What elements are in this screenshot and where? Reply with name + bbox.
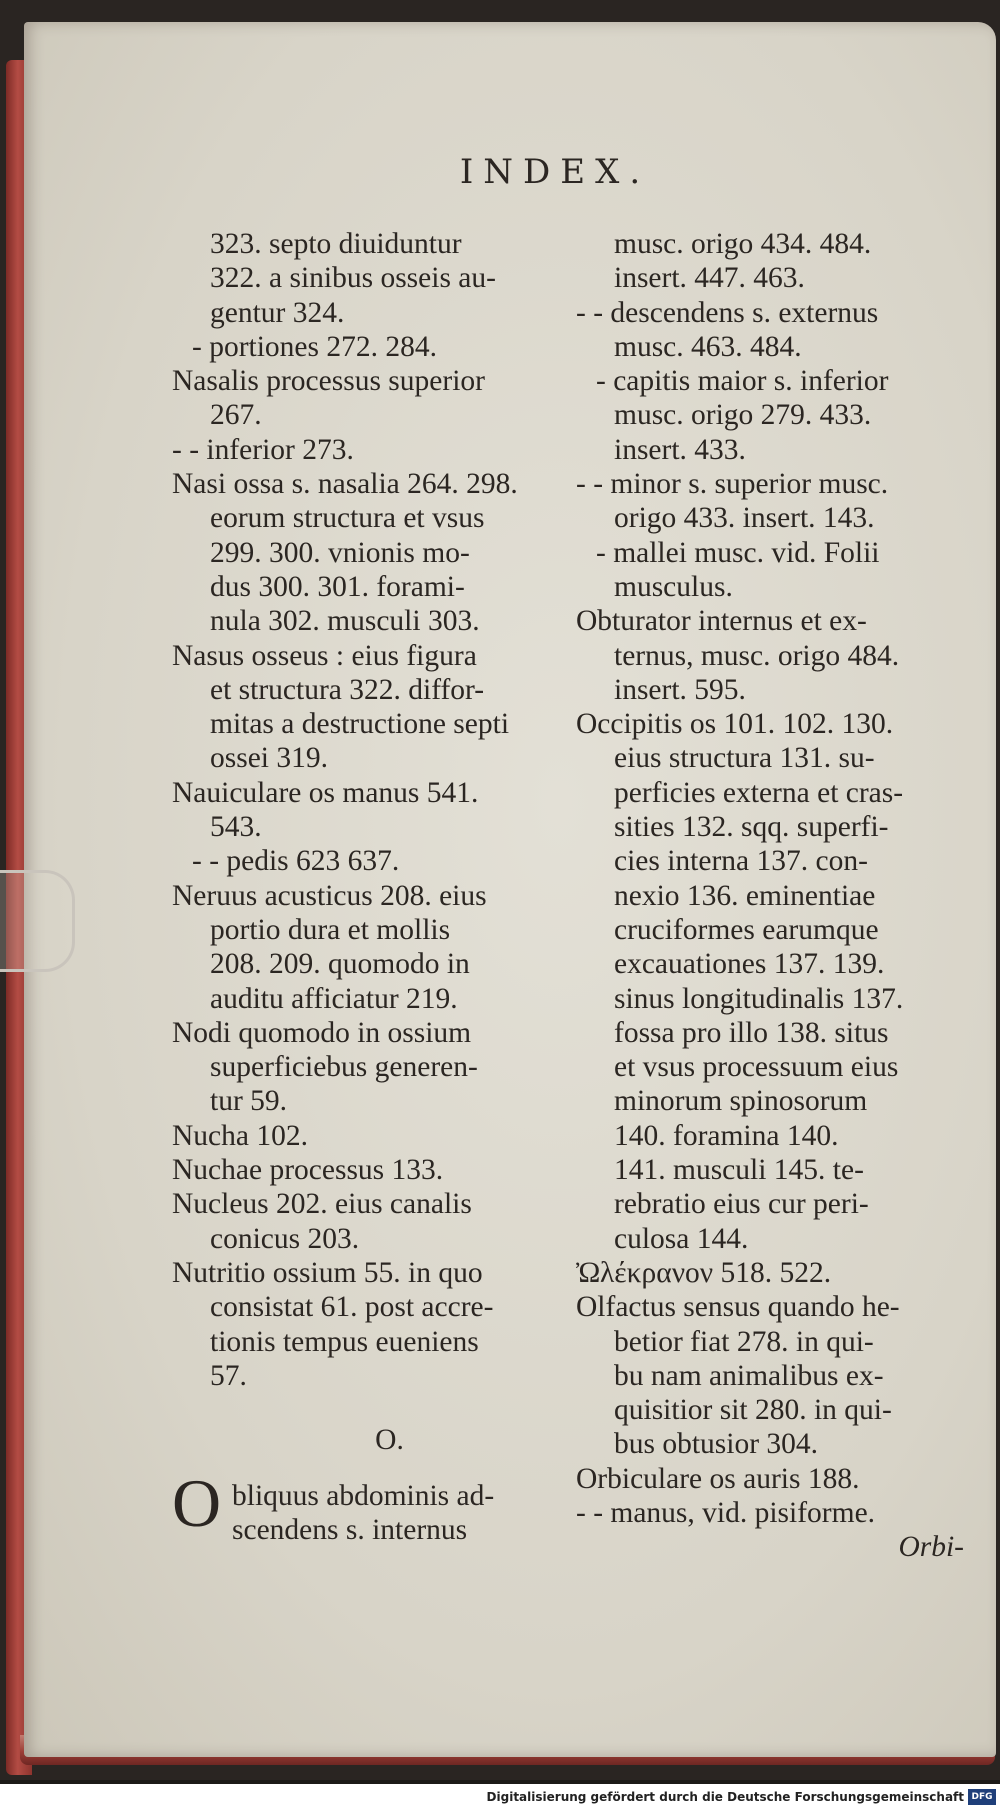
- index-line: sities 132. sqq. superfi-: [614, 811, 889, 844]
- catchword: Orbi-: [898, 1531, 964, 1564]
- index-line: Nasalis processus superior: [172, 365, 485, 398]
- index-line: et vsus processuum eius: [614, 1051, 899, 1084]
- index-line: musculus.: [614, 570, 733, 603]
- dropcap-line: bliquus abdominis ad-: [232, 1480, 495, 1513]
- page-header: INDEX.: [459, 152, 651, 192]
- footer-text: Digitalisierung gefördert durch die Deutsche Forschungsgemeinschaft: [486, 1790, 964, 1804]
- index-line: Olfactus sensus quando he-: [576, 1291, 900, 1324]
- index-line: Occipitis os 101. 102. 130.: [576, 708, 894, 741]
- index-line: culosa 144.: [614, 1222, 749, 1255]
- index-line: rebratio eius cur peri-: [614, 1188, 869, 1221]
- dropcap-letter: O: [172, 1465, 222, 1542]
- index-line: bu nam animalibus ex-: [614, 1359, 884, 1392]
- index-line: ternus, musc. origo 484.: [614, 639, 900, 672]
- section-letter: O.: [375, 1424, 404, 1457]
- index-line: insert. 447. 463.: [614, 262, 805, 295]
- index-line: 299. 300. vnionis mo-: [210, 536, 470, 569]
- index-line: Nasi ossa s. nasalia 264. 298.: [172, 468, 518, 501]
- index-line: Nasus osseus : eius figura: [172, 639, 477, 672]
- index-line: 322. a sinibus osseis au-: [210, 262, 496, 295]
- index-line: cies interna 137. con-: [614, 845, 868, 878]
- index-line: tionis tempus eueniens: [210, 1325, 479, 1358]
- index-line: portio dura et mollis: [210, 913, 451, 946]
- index-line: perficies externa et cras-: [614, 776, 904, 809]
- index-line: Obturator internus et ex-: [576, 605, 867, 638]
- index-line: minorum spinosorum: [614, 1085, 868, 1118]
- digitization-footer: [0, 1784, 1000, 1810]
- page-clip: [0, 870, 75, 972]
- index-line: - - pedis 623 637.: [192, 845, 400, 878]
- dfg-logo: DFG: [968, 1789, 996, 1805]
- index-line: musc. origo 279. 433.: [614, 399, 872, 432]
- index-line: musc. origo 434. 484.: [614, 228, 872, 260]
- index-line: insert. 433.: [614, 433, 746, 466]
- index-line: consistat 61. post accre-: [210, 1291, 494, 1324]
- index-line: et structura 322. diffor-: [210, 673, 485, 706]
- index-line: 323. septo diuiduntur: [210, 228, 462, 260]
- index-line: fossa pro illo 138. situs: [614, 1016, 889, 1049]
- index-line: gentur 324.: [210, 296, 345, 329]
- left-entries: [172, 227, 567, 1393]
- index-line: Neruus acusticus 208. eius: [172, 879, 487, 912]
- index-line: tur 59.: [210, 1085, 288, 1118]
- index-line: - - minor s. superior musc.: [576, 468, 889, 501]
- dropcap-entry-continued: [172, 1513, 567, 1547]
- index-line: Nutritio ossium 55. in quo: [172, 1256, 483, 1289]
- book-page: [24, 22, 996, 1757]
- index-line: eorum structura et vsus: [210, 502, 485, 535]
- index-line: 543.: [210, 811, 262, 844]
- right-entries: [576, 227, 972, 1530]
- index-line: cruciformes earumque: [614, 913, 879, 946]
- index-line: - portiones 272. 284.: [192, 330, 437, 363]
- index-line: Nodi quomodo in ossium: [172, 1016, 472, 1049]
- index-line: betior fiat 278. in qui-: [614, 1325, 874, 1358]
- index-line: 57.: [210, 1359, 247, 1392]
- index-line: Orbiculare os auris 188.: [576, 1462, 860, 1495]
- index-line: auditu afficiatur 219.: [210, 982, 458, 1015]
- index-line: - - descendens s. externus: [576, 296, 879, 329]
- index-line: superficiebus generen-: [210, 1051, 478, 1084]
- index-line: mitas a destructione septi: [210, 708, 510, 741]
- index-line: excauationes 137. 139.: [614, 948, 885, 981]
- index-line: - capitis maior s. inferior: [596, 365, 889, 398]
- right-column: [576, 227, 972, 1565]
- index-line: 140. foramina 140.: [614, 1119, 839, 1152]
- index-line: quisitior sit 280. in qui-: [614, 1394, 892, 1427]
- index-line: ossei 319.: [210, 742, 328, 775]
- index-line: conicus 203.: [210, 1222, 360, 1255]
- index-line: Nucleus 202. eius canalis: [172, 1188, 472, 1221]
- index-line: Ὠλέκρανον 518. 522.: [576, 1256, 832, 1289]
- index-line: 267.: [210, 399, 262, 432]
- index-line: Nuchae processus 133.: [172, 1154, 444, 1187]
- index-line: - mallei musc. vid. Folii: [596, 536, 880, 569]
- left-column: [172, 227, 567, 1548]
- dropcap-line: scendens s. internus: [232, 1514, 468, 1547]
- index-line: nexio 136. eminentiae: [614, 879, 876, 912]
- index-line: sinus longitudinalis 137.: [614, 982, 904, 1015]
- index-line: - - manus, vid. pisiforme.: [576, 1496, 876, 1529]
- index-line: bus obtusior 304.: [614, 1428, 819, 1461]
- index-line: insert. 595.: [614, 673, 746, 706]
- index-line: 141. musculi 145. te-: [614, 1154, 864, 1187]
- index-line: 208. 209. quomodo in: [210, 948, 470, 981]
- index-line: eius structura 131. su-: [614, 742, 875, 775]
- index-line: - - inferior 273.: [172, 433, 354, 466]
- index-line: dus 300. 301. forami-: [210, 570, 465, 603]
- index-line: nula 302. musculi 303.: [210, 605, 480, 638]
- index-line: musc. 463. 484.: [614, 330, 802, 363]
- index-line: Nucha 102.: [172, 1119, 308, 1152]
- index-line: origo 433. insert. 143.: [614, 502, 875, 535]
- index-line: Nauiculare os manus 541.: [172, 776, 479, 809]
